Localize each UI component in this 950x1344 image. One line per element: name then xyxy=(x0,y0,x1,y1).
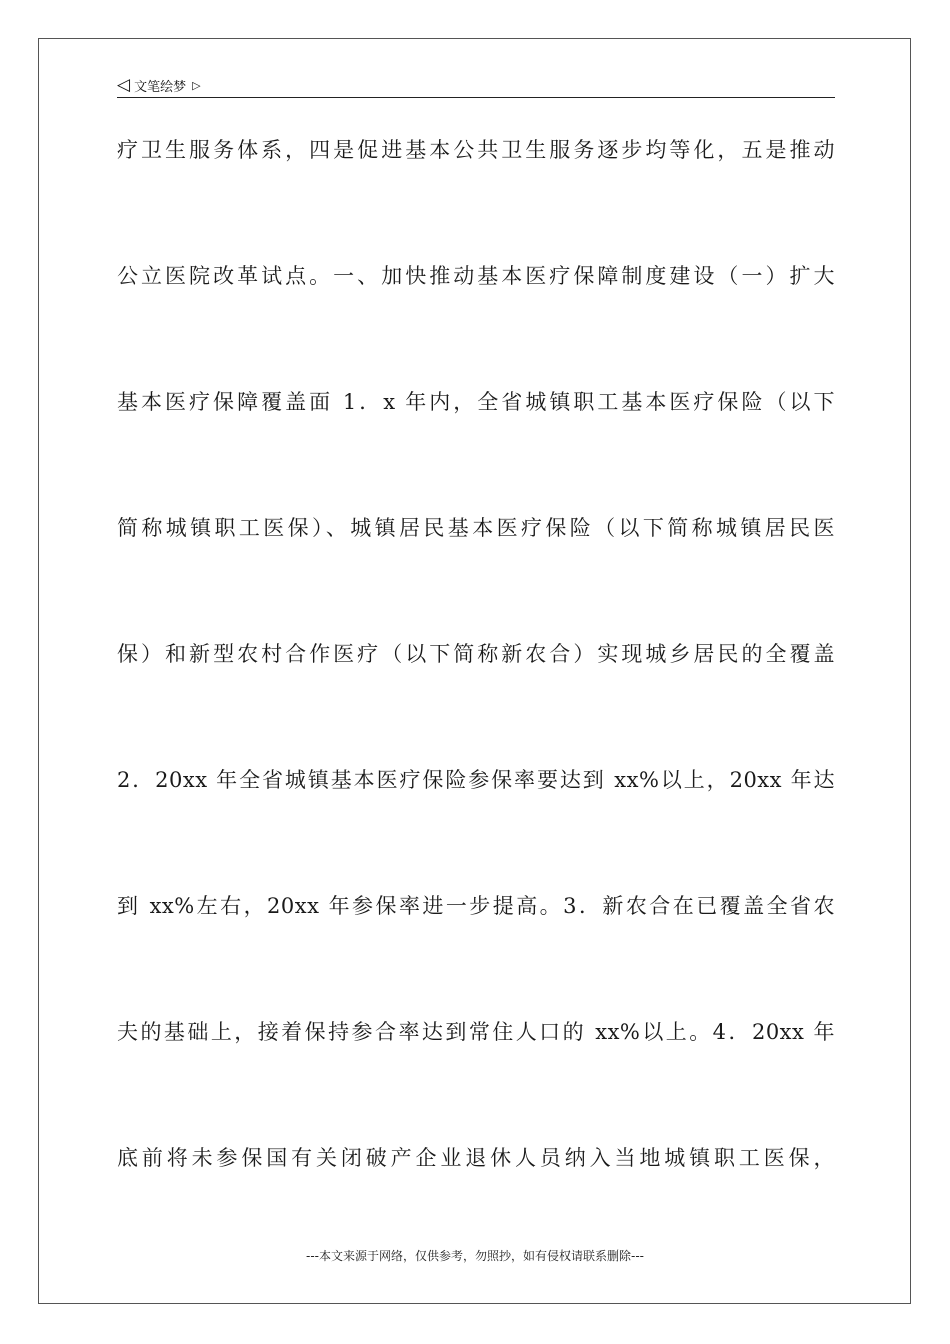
body-line: 基本医疗保障覆盖面 1．x 年内，全省城镇职工基本医疗保险（以下 xyxy=(117,390,835,414)
body-line: 底前将未参保国有关闭破产企业退休人员纳入当地城镇职工医保， xyxy=(117,1146,835,1170)
header-title: 文笔绘梦 xyxy=(134,79,187,95)
body-line: 夫的基础上，接着保持参合率达到常住人口的 xx%以上。4．20xx 年 xyxy=(117,1020,835,1044)
document-body xyxy=(117,124,835,1258)
body-line: 2．20xx 年全省城镇基本医疗保险参保率要达到 xx%以上，20xx 年达 xyxy=(117,768,835,792)
body-line: 公立医院改革试点。一、加快推动基本医疗保障制度建设（一）扩大 xyxy=(117,264,835,288)
footer-disclaimer: ---本文来源于网络，仅供参考，勿照抄，如有侵权请联系删除--- xyxy=(306,1249,644,1263)
triangle-right-outline-icon: ▷ xyxy=(192,78,201,92)
body-line: 简称城镇职工医保）、城镇居民基本医疗保险（以下简称城镇居民医 xyxy=(117,516,835,540)
body-line: 保）和新型农村合作医疗（以下简称新农合）实现城乡居民的全覆盖 xyxy=(117,642,835,666)
triangle-left-outline-icon: ◁ xyxy=(117,74,131,95)
body-line: 到 xx%左右，20xx 年参保率进一步提高。3．新农合在已覆盖全省农 xyxy=(117,894,835,918)
page-header xyxy=(117,74,201,96)
body-line: 疗卫生服务体系，四是促进基本公共卫生服务逐步均等化，五是推动 xyxy=(117,138,835,162)
header-divider xyxy=(117,97,835,98)
